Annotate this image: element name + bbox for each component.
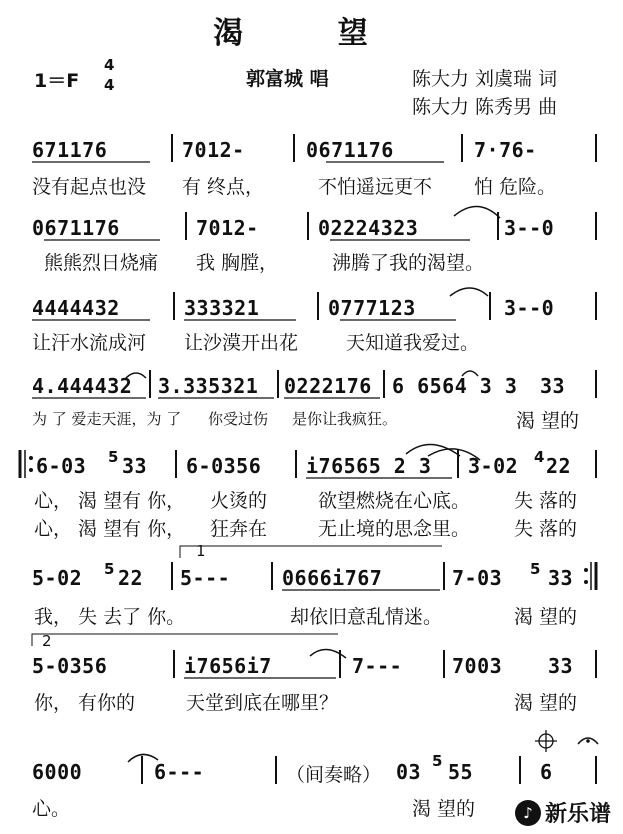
lyrics-r5-v1-b: 火烫的 — [210, 490, 268, 512]
repeat-sign-end — [584, 562, 596, 590]
notes-r6-m4a: 7-03 — [452, 566, 503, 590]
notes-r1-m2: 7012- — [182, 138, 245, 162]
music-note-icon: ♪ — [515, 800, 541, 826]
time-signature-bottom: 4 — [104, 76, 115, 94]
notes-r4-m2: 3.335321 — [158, 374, 259, 398]
notes-r2-m3: 02224323 — [318, 216, 419, 240]
lyrics-r7-b: 天堂到底在哪里？ — [186, 692, 339, 714]
notes-r6-m1a: 5-02 — [32, 566, 83, 590]
volta-brackets — [32, 546, 442, 646]
lyrics-r7-a: 你， 有你的 — [34, 692, 136, 714]
volta-1-label: 1 — [196, 542, 206, 560]
notes-r5-m1a: 6-03 — [36, 454, 87, 478]
lyrics-r2-m1: 熊熊烈日烧痛 — [44, 252, 159, 274]
notes-r8-m1: 6000 — [32, 760, 83, 784]
notes-r4-m4: 6 6564 3 3 — [392, 374, 518, 398]
notes-r6-m4b: 33 — [548, 566, 574, 590]
lyrics-r1-m3: 不怕遥远更不 — [318, 176, 433, 198]
notes-r2-m2: 7012- — [196, 216, 259, 240]
lyrics-r5-v2-a: 心， 渴 望有 你， — [34, 518, 186, 540]
lyrics-r1-m1: 没有起点也没 — [32, 176, 147, 198]
interlude-note: （间奏略） — [286, 764, 382, 786]
notes-r2-m4: 3--0 — [504, 216, 555, 240]
time-signature-top: 4 — [104, 56, 115, 74]
notes-r1-m1: 671176 — [32, 138, 108, 162]
notes-r3-m4: 3--0 — [504, 296, 555, 320]
lyrics-r7-d: 渴 望的 — [514, 692, 578, 714]
lyrics-r5-v1-d: 失 落的 — [514, 490, 578, 512]
notes-r8-m2: 6--- — [154, 760, 205, 784]
notes-r5-m2: 6-0356 — [186, 454, 262, 478]
lyrics-r6-c: 却依旧意乱情迷。 — [290, 606, 443, 628]
notes-r5-m4b: 22 — [546, 454, 572, 478]
lyrics-r8-a: 心。 — [32, 798, 71, 820]
notes-r3-m3: 0777123 — [328, 296, 416, 320]
slurs — [126, 206, 503, 762]
lyrics-r1-m4: 怕 危险。 — [474, 176, 557, 198]
composer-credit: 陈大力 陈秀男 曲 — [412, 96, 558, 118]
lyricist-credit: 陈大力 刘虞瑞 词 — [412, 68, 558, 90]
notes-r3-m2: 333321 — [184, 296, 260, 320]
fermata-symbol — [578, 738, 598, 744]
notes-r7-m2: i7656i7 — [184, 654, 272, 678]
lyrics-r5-v2-d: 失 落的 — [514, 518, 578, 540]
lyrics-r4-m3: 是你让我疯狂。 — [292, 410, 398, 428]
key-signature: 1＝F — [34, 70, 80, 92]
repeat-sign-start — [20, 450, 33, 478]
notes-r7-m4b: 33 — [548, 654, 574, 678]
notes-r8-m4: 6 — [540, 760, 553, 784]
lyrics-r5-v2-c: 无止境的思念里。 — [318, 518, 471, 540]
beams — [32, 162, 470, 678]
notes-r5-m4a: 3-02 — [468, 454, 519, 478]
singer-credit: 郭富城 唱 — [246, 68, 329, 90]
lyrics-r2-m3: 沸腾了我的渴望。 — [332, 252, 485, 274]
grace-note: 5 — [104, 560, 115, 578]
notes-r6-m1b: 22 — [118, 566, 144, 590]
notes-r5-m1b: 33 — [122, 454, 148, 478]
watermark-text: 新乐谱 — [544, 802, 611, 827]
lyrics-r3-m2: 让沙漠开出花 — [184, 332, 299, 354]
lyrics-r6-d: 渴 望的 — [514, 606, 578, 628]
notes-r7-m1: 5-0356 — [32, 654, 108, 678]
grace-note: 5 — [108, 448, 119, 466]
lyrics-r4-m5: 渴 望的 — [516, 410, 580, 432]
volta-2-label: 2 — [42, 632, 52, 650]
notes-r5-m3: i76565 2 3 — [306, 454, 432, 478]
notes-r7-m4a: 7003 — [452, 654, 503, 678]
notes-r1-m3: 0671176 — [306, 138, 394, 162]
lyrics-r5-v1-a: 心， 渴 望有 你， — [34, 490, 186, 512]
notes-r6-m2: 5--- — [180, 566, 231, 590]
watermark-logo — [515, 797, 611, 828]
grace-note: 5 — [432, 752, 443, 770]
notes-r4-m5: 33 — [540, 374, 566, 398]
notes-r3-m1: 4444432 — [32, 296, 120, 320]
lyrics-r5-v2-b: 狂奔在 — [210, 518, 268, 540]
notes-r7-m3: 7--- — [352, 654, 403, 678]
grace-note: 4 — [534, 448, 545, 466]
lyrics-r3-m1: 让汗水流成河 — [32, 332, 147, 354]
notes-r4-m3: 0222176 — [284, 374, 372, 398]
barlines — [142, 134, 596, 784]
notes-r8-m3b: 55 — [448, 760, 474, 784]
notes-r1-m4: 7·76- — [474, 138, 537, 162]
notes-r8-m3a: 03 — [396, 760, 422, 784]
lyrics-r6-a: 我， 失 去了 你。 — [34, 606, 186, 628]
lyrics-r4-m2: 你受过伤 — [208, 410, 269, 428]
notes-r6-m3: 0666i767 — [282, 566, 383, 590]
lyrics-r3-m3: 天知道我爱过。 — [346, 332, 480, 354]
notes-r4-m1: 4.444432 — [32, 374, 133, 398]
lyrics-r2-m2: 我 胸膛， — [196, 252, 279, 274]
lyrics-r1-m2: 有 终点， — [182, 176, 265, 198]
grace-note: 5 — [530, 560, 541, 578]
notes-r2-m1: 0671176 — [32, 216, 120, 240]
lyrics-r5-v1-c: 欲望燃烧在心底。 — [318, 490, 471, 512]
coda-symbol — [535, 730, 557, 752]
song-title: 渴 望 — [213, 16, 410, 51]
lyrics-r8-b: 渴 望的 — [412, 798, 476, 820]
lyrics-r4-m1: 为 了 爱走天涯，为 了 — [32, 410, 182, 428]
